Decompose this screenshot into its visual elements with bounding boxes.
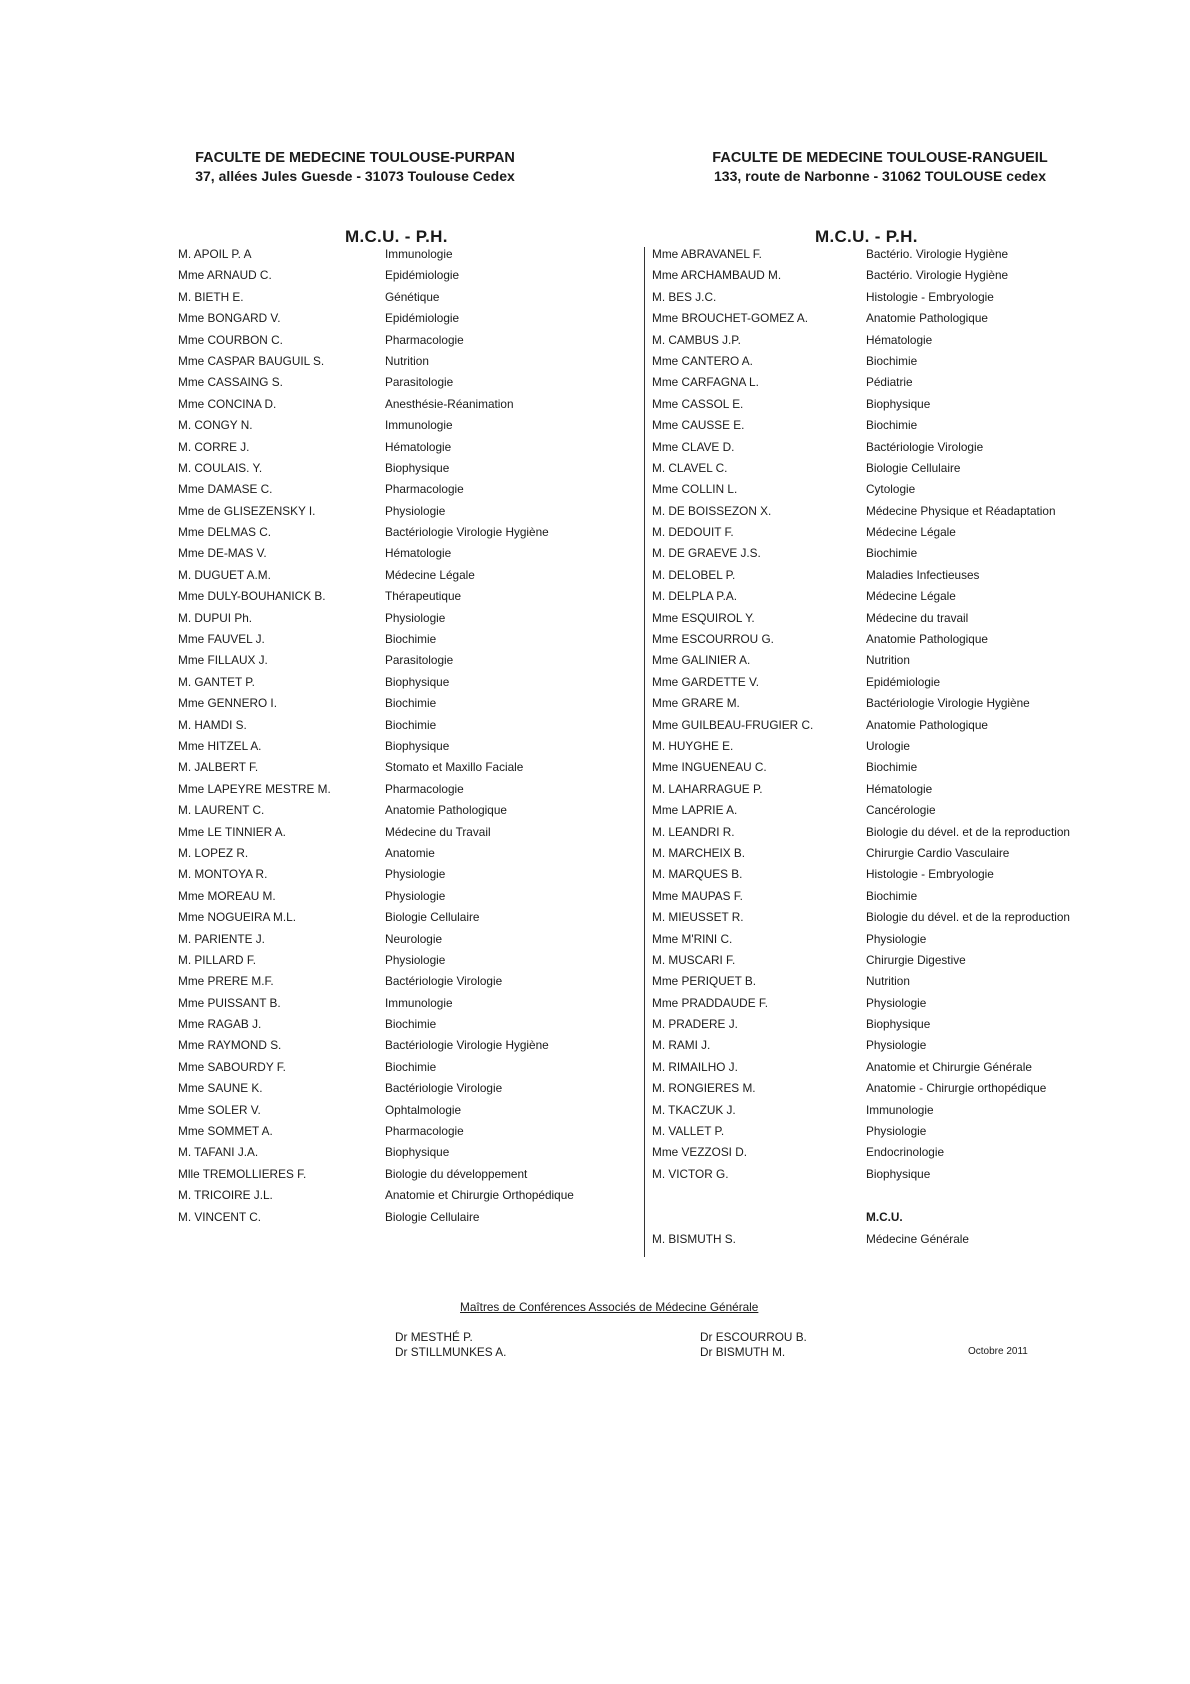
associates-title: Maîtres de Conférences Associés de Médecine Générale (460, 1300, 759, 1314)
staff-row (652, 650, 1092, 671)
staff-specialty: Anatomie et Chirurgie Orthopédique (385, 1188, 574, 1203)
staff-row (178, 993, 598, 1014)
staff-name: Mme CAUSSE E. (652, 418, 745, 433)
staff-row (652, 1078, 1092, 1099)
staff-specialty: Nutrition (866, 653, 910, 668)
associate-name: Dr MESTHÉ P. (395, 1330, 473, 1344)
staff-specialty: Bactériologie Virologie (385, 1081, 503, 1096)
staff-specialty: Médecine Légale (866, 525, 956, 540)
staff-specialty: Anatomie Pathologique (866, 311, 988, 326)
staff-specialty: Physiologie (866, 1038, 927, 1053)
staff-name: Mme CARFAGNA L. (652, 375, 759, 390)
staff-specialty: Stomato et Maxillo Faciale (385, 760, 524, 775)
staff-specialty: Biochimie (385, 696, 437, 711)
purpan-staff-list (178, 244, 598, 1228)
staff-specialty: Chirurgie Digestive (866, 952, 966, 967)
staff-specialty: Biophysique (385, 1145, 450, 1160)
staff-specialty: Endocrinologie (866, 1145, 945, 1160)
staff-name: M. DEDOUIT F. (652, 525, 734, 540)
staff-row (178, 458, 598, 479)
staff-specialty: Biochimie (385, 1059, 437, 1074)
staff-row (178, 950, 598, 971)
staff-row (178, 265, 598, 286)
staff-name: Mme SABOURDY F. (178, 1059, 286, 1074)
staff-row (178, 287, 598, 308)
staff-row (652, 843, 1092, 864)
staff-name: Mme NOGUEIRA M.L. (178, 910, 296, 925)
staff-specialty: Pharmacologie (385, 1124, 464, 1139)
staff-name: Mlle TREMOLLIERES F. (178, 1166, 307, 1181)
staff-row (178, 415, 598, 436)
staff-name: M. LEANDRI R. (652, 824, 735, 839)
staff-row (652, 822, 1092, 843)
staff-name: M. BES J.C. (652, 289, 717, 304)
staff-specialty: Biochimie (866, 888, 918, 903)
staff-specialty: Hématologie (385, 439, 452, 454)
staff-row (178, 565, 598, 586)
staff-name: M. CORRE J. (178, 439, 250, 454)
staff-name: M. VINCENT C. (178, 1209, 262, 1224)
staff-name: M. LAURENT C. (178, 803, 265, 818)
staff-specialty: Biologie Cellulaire (866, 460, 961, 475)
staff-name: Mme LAPRIE A. (652, 803, 738, 818)
faculty-address: 37, allées Jules Guesde - 31073 Toulouse Cedex (195, 168, 515, 184)
staff-row (652, 372, 1092, 393)
staff-specialty: Biophysique (866, 396, 931, 411)
staff-specialty: Biophysique (385, 738, 450, 753)
staff-name: Mme BROUCHET-GOMEZ A. (652, 311, 808, 326)
staff-specialty: Urologie (866, 738, 910, 753)
staff-row (652, 501, 1092, 522)
staff-name: M. CLAVEL C. (652, 460, 728, 475)
staff-specialty: Cancérologie (866, 803, 936, 818)
staff-specialty: Biologie Cellulaire (385, 1209, 480, 1224)
staff-specialty: Parasitologie (385, 653, 454, 668)
staff-name: Mme FILLAUX J. (178, 653, 268, 668)
staff-row (178, 330, 598, 351)
staff-row (652, 672, 1092, 693)
staff-specialty: Physiologie (385, 610, 446, 625)
staff-specialty: Thérapeutique (385, 589, 462, 604)
staff-specialty: Médecine du travail (866, 610, 969, 625)
staff-specialty: Anatomie (385, 845, 435, 860)
staff-name: Mme M'RINI C. (652, 931, 733, 946)
staff-name: Mme DELMAS C. (178, 525, 272, 540)
staff-specialty: Physiologie (866, 995, 927, 1010)
staff-row (178, 479, 598, 500)
staff-row (178, 501, 598, 522)
staff-row (652, 458, 1092, 479)
staff-name: Mme SOLER V. (178, 1102, 261, 1117)
staff-specialty: Parasitologie (385, 375, 454, 390)
staff-specialty: Bactériologie Virologie (385, 974, 503, 989)
staff-row (652, 265, 1092, 286)
staff-row (178, 586, 598, 607)
staff-row (178, 351, 598, 372)
staff-name: Mme CASSAING S. (178, 375, 283, 390)
staff-row (652, 1164, 1092, 1185)
staff-specialty: Médecine du Travail (385, 824, 491, 839)
staff-row (652, 886, 1092, 907)
staff-row (652, 971, 1092, 992)
staff-row (652, 437, 1092, 458)
faculty-name: FACULTE DE MEDECINE TOULOUSE-RANGUEIL (712, 150, 1048, 166)
mcu-heading: M.C.U. (866, 1210, 903, 1224)
staff-name: Mme RAGAB J. (178, 1017, 262, 1032)
staff-row (178, 715, 598, 736)
staff-row (652, 330, 1092, 351)
staff-name: M. HAMDI S. (178, 717, 247, 732)
staff-specialty: Physiologie (866, 1124, 927, 1139)
staff-specialty: Hématologie (866, 781, 933, 796)
staff-specialty: Physiologie (866, 931, 927, 946)
staff-specialty: Médecine Légale (385, 567, 475, 582)
staff-specialty: Immunologie (866, 1102, 934, 1117)
staff-specialty: Anatomie Pathologique (866, 717, 988, 732)
staff-row (178, 1142, 598, 1163)
staff-row (652, 287, 1092, 308)
staff-name: M. RAMI J. (652, 1038, 711, 1053)
staff-name: Mme COURBON C. (178, 332, 283, 347)
staff-specialty: Biologie du développement (385, 1166, 528, 1181)
staff-row (652, 1100, 1092, 1121)
staff-name: Mme GARDETTE V. (652, 674, 760, 689)
staff-specialty: Biologie du dével. et de la reproduction (866, 824, 1070, 839)
staff-row (652, 608, 1092, 629)
staff-row (178, 650, 598, 671)
staff-row (652, 415, 1092, 436)
staff-row (178, 672, 598, 693)
staff-row (652, 629, 1092, 650)
staff-name: M. DELPLA P.A. (652, 589, 738, 604)
staff-name: M. DELOBEL P. (652, 567, 736, 582)
faculty-address: 133, route de Narbonne - 31062 TOULOUSE cedex (714, 168, 1046, 184)
staff-name: Mme GUILBEAU-FRUGIER C. (652, 717, 814, 732)
staff-specialty: Médecine Physique et Réadaptation (866, 503, 1056, 518)
staff-name: M. DE BOISSEZON X. (652, 503, 772, 518)
staff-name: Mme PRADDAUDE F. (652, 995, 769, 1010)
staff-specialty: Anesthésie-Réanimation (385, 396, 514, 411)
staff-name: Mme ESQUIROL Y. (652, 610, 755, 625)
staff-name: M. MARQUES B. (652, 867, 743, 882)
staff-name: M. CAMBUS J.P. (652, 332, 741, 347)
staff-row (652, 950, 1092, 971)
staff-row (178, 1057, 598, 1078)
staff-specialty: Biochimie (866, 418, 918, 433)
staff-row (178, 1207, 598, 1228)
faculty-purpan-header (170, 149, 540, 185)
staff-row (652, 543, 1092, 564)
staff-specialty: Pharmacologie (385, 482, 464, 497)
staff-row (652, 308, 1092, 329)
staff-row (178, 864, 598, 885)
staff-name: M. COULAIS. Y. (178, 460, 263, 475)
staff-specialty: Immunologie (385, 418, 453, 433)
staff-row (178, 779, 598, 800)
staff-row (652, 394, 1092, 415)
staff-row (178, 1035, 598, 1056)
staff-specialty: Anatomie Pathologique (866, 632, 988, 647)
staff-name: Mme CASSOL E. (652, 396, 744, 411)
staff-row (178, 822, 598, 843)
staff-specialty: Pharmacologie (385, 332, 464, 347)
staff-row (652, 736, 1092, 757)
staff-name: M. PRADERE J. (652, 1017, 738, 1032)
staff-name: M. LAHARRAGUE P. (652, 781, 763, 796)
staff-specialty: Biophysique (866, 1017, 931, 1032)
staff-row (178, 757, 598, 778)
staff-specialty: Pédiatrie (866, 375, 913, 390)
staff-row (178, 1121, 598, 1142)
staff-row (652, 1142, 1092, 1163)
staff-specialty: Bactério. Virologie Hygiène (866, 268, 1009, 283)
staff-row (178, 971, 598, 992)
staff-name: Mme BONGARD V. (178, 311, 281, 326)
staff-row (652, 693, 1092, 714)
staff-specialty: Médecine Générale (866, 1232, 969, 1246)
staff-row (652, 757, 1092, 778)
staff-name: M. BIETH E. (178, 289, 244, 304)
staff-name: Mme PRERE M.F. (178, 974, 274, 989)
staff-row (178, 629, 598, 650)
staff-name: M. RIMAILHO J. (652, 1059, 738, 1074)
staff-name: Mme CONCINA D. (178, 396, 277, 411)
staff-name: Mme LAPEYRE MESTRE M. (178, 781, 331, 796)
staff-row (652, 993, 1092, 1014)
staff-name: Mme RAYMOND S. (178, 1038, 282, 1053)
staff-name: Mme ARNAUD C. (178, 268, 272, 283)
staff-name: M. JALBERT F. (178, 760, 259, 775)
staff-name: Mme PERIQUET B. (652, 974, 757, 989)
staff-specialty: Anatomie et Chirurgie Générale (866, 1059, 1032, 1074)
faculty-rangueil-header (690, 149, 1070, 185)
staff-name: Mme GRARE M. (652, 696, 740, 711)
staff-name: M. DUGUET A.M. (178, 567, 271, 582)
staff-row (178, 1014, 598, 1035)
associate-name: Dr BISMUTH M. (700, 1345, 786, 1359)
staff-name: Mme de GLISEZENSKY I. (178, 503, 316, 518)
staff-name: Mme DE-MAS V. (178, 546, 267, 561)
staff-name: Mme SOMMET A. (178, 1124, 273, 1139)
staff-name: M. PILLARD F. (178, 952, 257, 967)
staff-name: Mme PUISSANT B. (178, 995, 281, 1010)
staff-row (178, 1100, 598, 1121)
staff-specialty: Nutrition (385, 353, 429, 368)
right-column-heading: M.C.U. - P.H. (815, 227, 918, 246)
staff-specialty: Histologie - Embryologie (866, 289, 994, 304)
staff-row (178, 522, 598, 543)
staff-row (178, 1185, 598, 1206)
staff-specialty: Physiologie (385, 503, 446, 518)
staff-specialty: Biologie du dével. et de la reproduction (866, 910, 1070, 925)
staff-row (652, 244, 1092, 265)
document-date: Octobre 2011 (968, 1346, 1028, 1357)
staff-row (178, 308, 598, 329)
staff-name: M. VICTOR G. (652, 1166, 729, 1181)
staff-name: M. DE GRAEVE J.S. (652, 546, 761, 561)
staff-row (652, 1057, 1092, 1078)
associate-name: Dr STILLMUNKES A. (395, 1345, 507, 1359)
staff-specialty: Physiologie (385, 888, 446, 903)
staff-row (178, 372, 598, 393)
staff-name: M. MARCHEIX B. (652, 845, 746, 860)
associates-left (395, 1330, 506, 1360)
faculty-name: FACULTE DE MEDECINE TOULOUSE-PURPAN (195, 150, 515, 166)
staff-row (178, 907, 598, 928)
staff-row (178, 244, 598, 265)
staff-specialty: Hématologie (385, 546, 452, 561)
staff-specialty: Anatomie - Chirurgie orthopédique (866, 1081, 1047, 1096)
staff-row (652, 864, 1092, 885)
staff-name: M. TAFANI J.A. (178, 1145, 259, 1160)
staff-name: Mme CASPAR BAUGUIL S. (178, 353, 325, 368)
staff-specialty: Epidémiologie (866, 674, 941, 689)
staff-name: M. TRICOIRE J.L. (178, 1188, 273, 1203)
staff-specialty: Nutrition (866, 974, 910, 989)
staff-name: M. PARIENTE J. (178, 931, 265, 946)
staff-name: Mme ABRAVANEL F. (652, 247, 762, 261)
staff-name: Mme GALINIER A. (652, 653, 751, 668)
staff-row (178, 1078, 598, 1099)
staff-row (652, 800, 1092, 821)
staff-specialty: Biophysique (385, 674, 450, 689)
staff-specialty: Immunologie (385, 247, 453, 261)
staff-specialty: Bactério. Virologie Hygiène (866, 247, 1009, 261)
staff-specialty: Histologie - Embryologie (866, 867, 994, 882)
staff-row (178, 886, 598, 907)
staff-name: Mme VEZZOSI D. (652, 1145, 748, 1160)
staff-row (652, 779, 1092, 800)
staff-specialty: Biochimie (866, 760, 918, 775)
staff-name: M. GANTET P. (178, 674, 255, 689)
staff-specialty: Bactériologie Virologie Hygiène (385, 1038, 549, 1053)
column-divider (644, 247, 645, 1257)
staff-row (652, 1121, 1092, 1142)
associate-name: Dr ESCOURROU B. (700, 1330, 807, 1344)
staff-name: Mme INGUENEAU C. (652, 760, 767, 775)
staff-row (652, 715, 1092, 736)
staff-name: M. MUSCARI F. (652, 952, 736, 967)
staff-specialty: Cytologie (866, 482, 916, 497)
staff-name: M. BISMUTH S. (652, 1232, 736, 1246)
staff-specialty: Physiologie (385, 952, 446, 967)
staff-name: M. RONGIERES M. (652, 1081, 756, 1096)
staff-row (178, 929, 598, 950)
staff-name: M. APOIL P. A (178, 247, 252, 261)
staff-specialty: Bactériologie Virologie (866, 439, 984, 454)
staff-specialty: Maladies Infectieuses (866, 567, 980, 582)
staff-name: Mme SAUNE K. (178, 1081, 263, 1096)
staff-name: Mme GENNERO I. (178, 696, 277, 711)
staff-row (652, 522, 1092, 543)
staff-name: M. MIEUSSET R. (652, 910, 744, 925)
staff-specialty: Biophysique (385, 460, 450, 475)
staff-row (652, 351, 1092, 372)
staff-row (178, 437, 598, 458)
staff-row (178, 543, 598, 564)
staff-row (178, 1164, 598, 1185)
staff-row (652, 907, 1092, 928)
left-column-heading: M.C.U. - P.H. (345, 227, 448, 246)
staff-row (178, 608, 598, 629)
staff-specialty: Hématologie (866, 332, 933, 347)
staff-row (178, 843, 598, 864)
staff-row (652, 479, 1092, 500)
staff-row (652, 586, 1092, 607)
staff-specialty: Ophtalmologie (385, 1102, 462, 1117)
staff-specialty: Bactériologie Virologie Hygiène (866, 696, 1030, 711)
staff-specialty: Génétique (385, 289, 440, 304)
associates-right (700, 1330, 807, 1360)
staff-name: M. CONGY N. (178, 418, 253, 433)
rangueil-staff-list (652, 244, 1092, 1185)
staff-name: M. TKACZUK J. (652, 1102, 736, 1117)
staff-row (178, 736, 598, 757)
staff-row (652, 1014, 1092, 1035)
staff-name: M. DUPUI Ph. (178, 610, 253, 625)
staff-row (178, 800, 598, 821)
staff-row (652, 1035, 1092, 1056)
staff-specialty: Biologie Cellulaire (385, 910, 480, 925)
staff-name: Mme CANTERO A. (652, 353, 753, 368)
staff-name: M. LOPEZ R. (178, 845, 249, 860)
staff-specialty: Anatomie Pathologique (385, 803, 507, 818)
staff-specialty: Biochimie (385, 632, 437, 647)
staff-specialty: Chirurgie Cardio Vasculaire (866, 845, 1010, 860)
staff-specialty: Epidémiologie (385, 268, 460, 283)
staff-row (652, 565, 1092, 586)
staff-name: Mme DULY-BOUHANICK B. (178, 589, 326, 604)
staff-name: Mme DAMASE C. (178, 482, 273, 497)
staff-name: Mme MAUPAS F. (652, 888, 743, 903)
staff-name: Mme COLLIN L. (652, 482, 738, 497)
staff-specialty: Immunologie (385, 995, 453, 1010)
staff-name: Mme LE TINNIER A. (178, 824, 286, 839)
staff-name: Mme CLAVE D. (652, 439, 735, 454)
staff-specialty: Bactériologie Virologie Hygiène (385, 525, 549, 540)
staff-specialty: Physiologie (385, 867, 446, 882)
staff-name: Mme ARCHAMBAUD M. (652, 268, 782, 283)
staff-name: Mme HITZEL A. (178, 738, 262, 753)
staff-specialty: Pharmacologie (385, 781, 464, 796)
staff-specialty: Biochimie (385, 1017, 437, 1032)
staff-specialty: Neurologie (385, 931, 443, 946)
staff-row (178, 394, 598, 415)
staff-specialty: Biochimie (385, 717, 437, 732)
staff-specialty: Biophysique (866, 1166, 931, 1181)
staff-name: M. MONTOYA R. (178, 867, 268, 882)
staff-row (178, 693, 598, 714)
staff-specialty: Biochimie (866, 353, 918, 368)
staff-name: M. VALLET P. (652, 1124, 725, 1139)
staff-row (652, 929, 1092, 950)
staff-name: Mme FAUVEL J. (178, 632, 265, 647)
staff-specialty: Médecine Légale (866, 589, 956, 604)
staff-specialty: Epidémiologie (385, 311, 460, 326)
staff-name: M. HUYGHE E. (652, 738, 734, 753)
staff-name: Mme ESCOURROU G. (652, 632, 774, 647)
staff-specialty: Biochimie (866, 546, 918, 561)
staff-name: Mme MOREAU M. (178, 888, 276, 903)
